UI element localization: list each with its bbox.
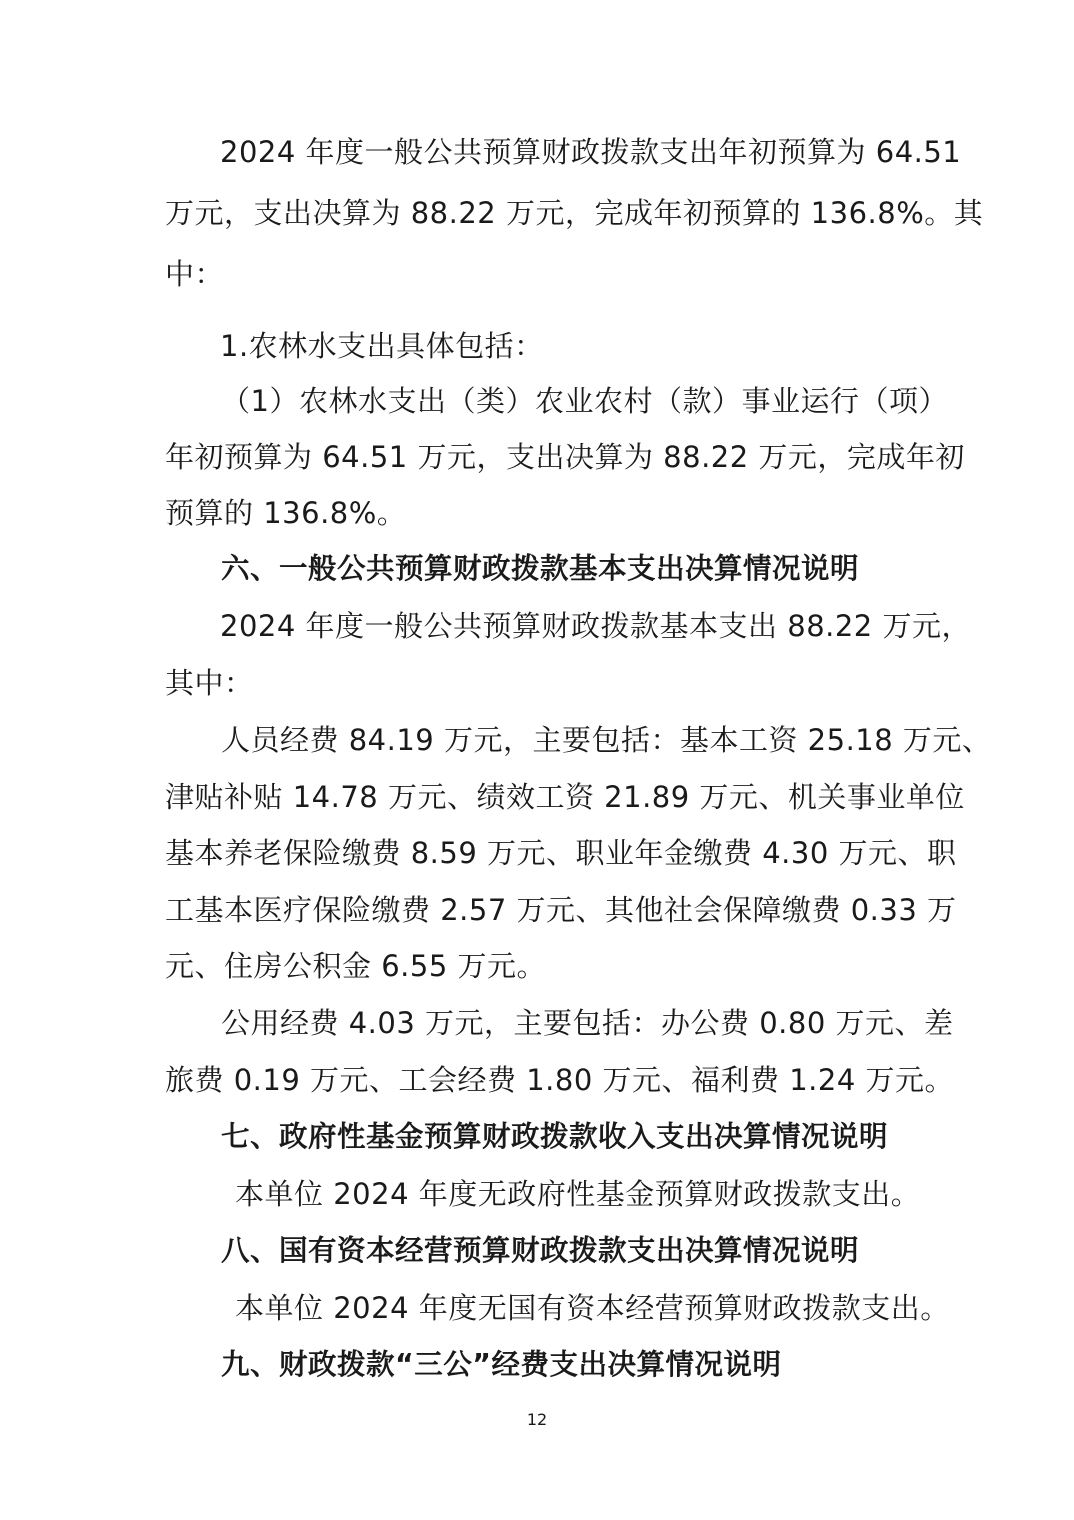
- body-text-line: （1）农林水支出（类）农业农村（款）事业运行（项）: [221, 384, 948, 418]
- body-text-line: 工基本医疗保险缴费 2.57 万元、其他社会保障缴费 0.33 万: [165, 893, 957, 927]
- section-heading: 九、财政拨款“三公”经费支出决算情况说明: [221, 1348, 782, 1381]
- body-text-line: 本单位 2024 年度无国有资本经营预算财政拨款支出。: [235, 1291, 950, 1325]
- body-text-line: 津贴补贴 14.78 万元、绩效工资 21.89 万元、机关事业单位: [165, 780, 965, 814]
- body-text-line: 人员经费 84.19 万元，主要包括：基本工资 25.18 万元、: [221, 723, 992, 757]
- body-text-line: 其中：: [165, 666, 254, 700]
- page-number: 12: [526, 1410, 548, 1429]
- body-text-line: 2024 年度一般公共预算财政拨款基本支出 88.22 万元，: [220, 609, 971, 643]
- body-text-line: 中：: [165, 257, 225, 291]
- body-text-line: 元、住房公积金 6.55 万元。: [165, 949, 547, 983]
- body-text-line: 年初预算为 64.51 万元，支出决算为 88.22 万元，完成年初: [165, 440, 965, 474]
- body-text-line: 本单位 2024 年度无政府性基金预算财政拨款支出。: [235, 1177, 921, 1211]
- body-text-line: 旅费 0.19 万元、工会经费 1.80 万元、福利费 1.24 万元。: [165, 1063, 955, 1097]
- body-text-line: 公用经费 4.03 万元，主要包括：办公费 0.80 万元、差: [221, 1006, 954, 1040]
- body-text-line: 基本养老保险缴费 8.59 万元、职业年金缴费 4.30 万元、职: [165, 836, 957, 870]
- body-text-line: 预算的 136.8%。: [165, 496, 407, 530]
- body-text-line: 万元，支出决算为 88.22 万元，完成年初预算的 136.8%。其: [165, 196, 984, 230]
- section-heading: 七、政府性基金预算财政拨款收入支出决算情况说明: [221, 1120, 889, 1153]
- body-text-line: 2024 年度一般公共预算财政拨款支出年初预算为 64.51: [220, 135, 962, 169]
- section-heading: 六、一般公共预算财政拨款基本支出决算情况说明: [221, 552, 860, 585]
- section-heading: 八、国有资本经营预算财政拨款支出决算情况说明: [221, 1234, 860, 1267]
- body-text-line: 1.农林水支出具体包括：: [220, 329, 544, 363]
